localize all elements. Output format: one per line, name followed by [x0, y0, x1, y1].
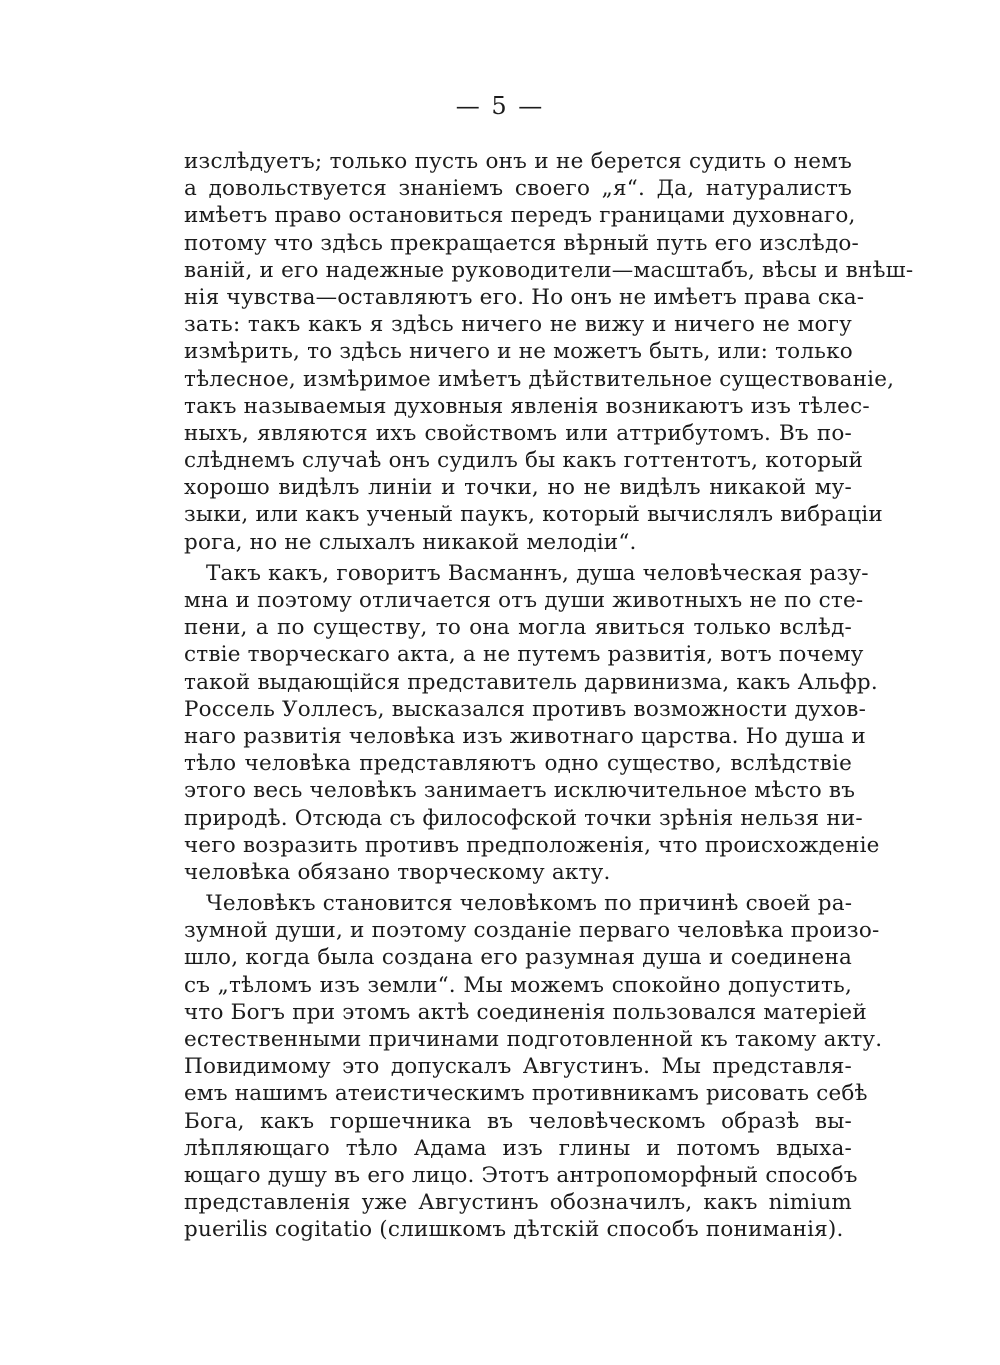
text-line: Повидимому это допускалъ Августинъ. Мы представля- [184, 1054, 852, 1080]
text-line: а довольствуется знаніемъ своего „я“. Да, натуралистъ [184, 176, 852, 202]
text-line: зать: такъ какъ я здѣсь ничего не вижу и ничего не могу [184, 312, 852, 338]
text-line: ныхъ, являются ихъ свойствомъ или аттрибутомъ. Въ по- [184, 420, 852, 446]
text-line: лѣпляющаго тѣло Адама изъ глины и потомъ вдыха- [184, 1135, 852, 1161]
text-line: измѣрить, то здѣсь ничего и не можетъ быть, или: только [184, 339, 853, 365]
paragraph-2 [184, 560, 880, 886]
text-line: тѣло человѣка представляютъ одно существо, вслѣдствіе [184, 751, 852, 777]
text-line: такъ называемыя духовныя явленія возникаютъ изъ тѣлес- [184, 393, 870, 419]
text-line: хорошо видѣлъ линіи и точки, но не видѣлъ никакой му- [184, 475, 852, 501]
text-line: человѣка обязано творческому акту. [184, 859, 611, 885]
text-line: пени, а по существу, то она могла явиться только вслѣд- [184, 615, 852, 641]
text-line: ствіе творческаго акта, а не путемъ развитія, вотъ почему [184, 642, 864, 668]
text-line: Россель Уоллесъ, высказался противъ возможности духов- [184, 696, 867, 722]
text-line: ваній, и его надежные руководители—масштабъ, вѣсы и внѣш- [184, 257, 914, 283]
text-line: шло, когда была создана его разумная душа и соединена [184, 945, 852, 971]
body-text [184, 148, 914, 1244]
text-line: съ „тѣломъ изъ земли“. Мы можемъ спокойно допустить, [184, 972, 852, 998]
page-number: — 5 — [455, 92, 545, 120]
text-line: изслѣдуетъ; только пусть онъ и не берется судить о немъ [184, 149, 852, 174]
text-line: имѣетъ право остановиться передъ границами духовнаго, [184, 203, 856, 229]
text-line: мна и поэтому отличается отъ души животныхъ не по сте- [184, 588, 864, 613]
text-line: такой выдающійся представитель дарвинизма, какъ Альфр. [184, 669, 878, 695]
paragraph-1 [184, 148, 914, 556]
text-line: рога, но не слыхалъ никакой мелодіи“. [184, 529, 637, 555]
text-line: наго развитія человѣка изъ животнаго царства. Но душа и [184, 723, 866, 749]
text-line: чего возразить противъ предположенія, что происхожденіе [184, 832, 880, 858]
text-line: puerilis cogitatio (слишкомъ дѣтскій способъ пониманія). [184, 1217, 844, 1243]
text-line: этого весь человѣкъ занимаетъ исключительное мѣсто въ [184, 778, 856, 804]
text-line: что Богъ при этомъ актѣ соединенія пользовался матеріей [184, 999, 867, 1025]
text-line: представленія уже Августинъ обозначилъ, какъ nimium [184, 1190, 852, 1216]
text-line: естественными причинами подготовленной къ такому акту. [184, 1027, 883, 1052]
text-line: Человѣкъ становится человѣкомъ по причинѣ своей ра- [206, 891, 853, 917]
text-line: Бога, какъ горшечника въ человѣческомъ образѣ вы- [184, 1108, 852, 1134]
text-line: Такъ какъ, говоритъ Васманнъ, душа человѣческая разу- [206, 560, 869, 586]
text-line: тѣлесное, измѣримое имѣетъ дѣйствительное существованіе, [184, 366, 895, 392]
text-line: природѣ. Отсюда съ философской точки зрѣнія нельзя ни- [184, 805, 863, 831]
paragraph-3 [184, 890, 883, 1243]
text-line: слѣднемъ случаѣ онъ судилъ бы какъ готтентотъ, который [184, 448, 864, 474]
text-line: зумной души, и поэтому созданіе перваго человѣка произо- [184, 918, 880, 944]
text-line: потому что здѣсь прекращается вѣрный путь его изслѣдо- [184, 230, 860, 256]
text-line: емъ нашимъ атеистическимъ противникамъ рисовать себѣ [184, 1081, 868, 1107]
text-line: зыки, или какъ ученый паукъ, который вычислялъ вибраціи [184, 502, 883, 528]
text-line: нія чувства—оставляютъ его. Но онъ не имѣетъ права ска- [184, 284, 865, 310]
text-line: ющаго душу въ его лицо. Этотъ антропоморфный способъ [184, 1162, 858, 1188]
